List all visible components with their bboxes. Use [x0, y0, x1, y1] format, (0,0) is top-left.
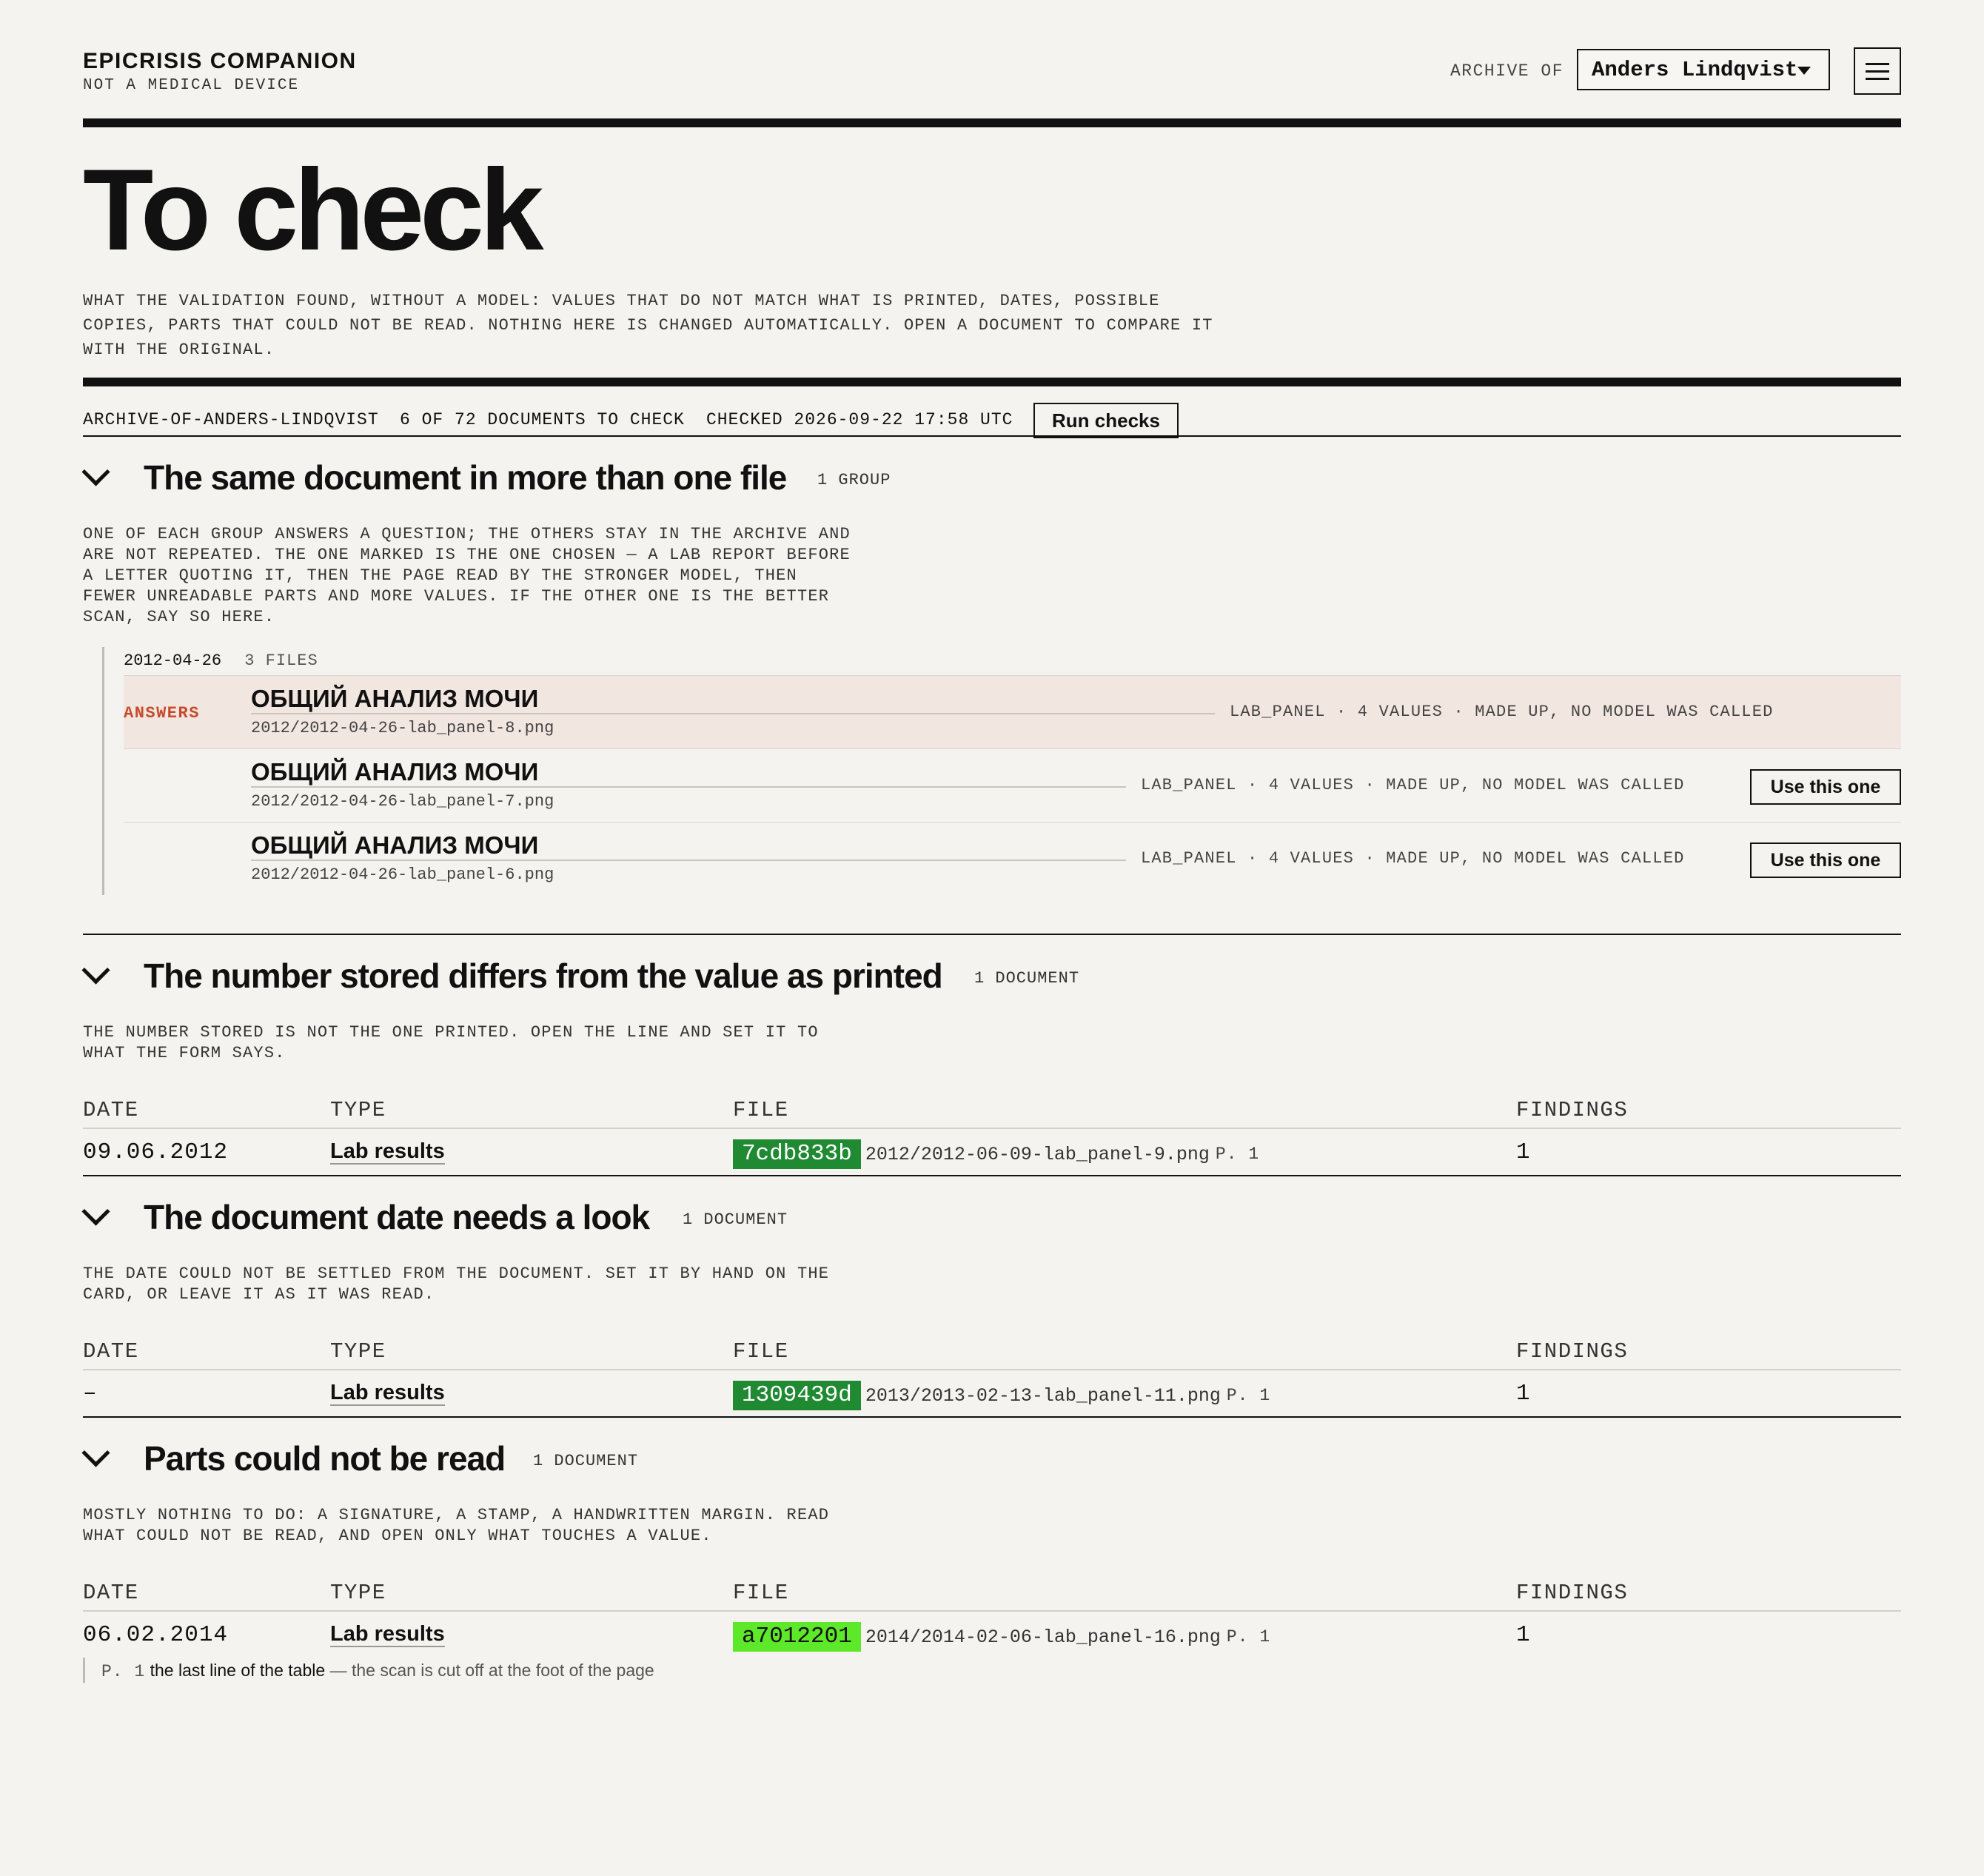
hamburger-icon-bar [1866, 70, 1889, 73]
file-path[interactable]: 2013/2013-02-13-lab_panel-11.png [865, 1384, 1221, 1407]
duplicate-row [124, 748, 1901, 822]
section-description: THE NUMBER STORED IS NOT THE ONE PRINTED. OPEN THE LINE AND SET IT TO WHAT THE FORM SAYS. [83, 1023, 819, 1062]
chevron-down-icon[interactable] [81, 458, 110, 486]
file-hash[interactable]: a7012201 [733, 1622, 861, 1652]
section-value-mismatch [83, 935, 1901, 1175]
duplicate-group [102, 647, 1901, 895]
file-page: P. 1 [1215, 1145, 1260, 1164]
hamburger-icon-bar [1866, 78, 1889, 80]
section-count: 1 DOCUMENT [683, 1210, 788, 1229]
row-file [733, 1622, 1270, 1652]
row-findings: 1 [1516, 1139, 1530, 1165]
last-checked: CHECKED 2026-09-22 17:58 UTC [706, 410, 1013, 429]
answers-tag: ANSWERS [124, 704, 200, 723]
title-rule [251, 860, 1126, 861]
group-head [124, 647, 1901, 675]
person-select[interactable] [1577, 49, 1830, 90]
row-date: – [83, 1381, 98, 1407]
documents-to-check: 6 OF 72 DOCUMENTS TO CHECK [400, 410, 685, 429]
file-page: P. 1 [1226, 1386, 1271, 1405]
run-checks-button[interactable]: Run checks [1033, 403, 1179, 438]
chevron-down-icon[interactable] [81, 1438, 110, 1467]
menu-button[interactable] [1854, 47, 1901, 95]
column-findings: FINDINGS [1516, 1098, 1629, 1122]
file-path[interactable]: 2014/2014-02-06-lab_panel-16.png [865, 1626, 1221, 1648]
status-rule [83, 378, 1901, 386]
row-findings: 1 [1516, 1381, 1530, 1407]
column-date: DATE [83, 1581, 139, 1605]
column-date: DATE [83, 1339, 139, 1364]
section-title: Parts could not be read [144, 1439, 506, 1478]
document-meta: LAB_PANEL · 4 VALUES · MADE UP, NO MODEL WAS CALLED [1141, 849, 1685, 868]
table-row[interactable] [83, 1370, 1901, 1416]
row-type-link[interactable]: Lab results [330, 1381, 445, 1404]
group-file-count: 3 FILES [244, 651, 318, 670]
section-title: The number stored differs from the value as printed [144, 957, 942, 995]
document-title: ОБЩИЙ АНАЛИЗ МОЧИ [251, 758, 539, 785]
row-file [733, 1381, 1270, 1410]
section-date-check [83, 1176, 1901, 1416]
section-title: The document date needs a look [144, 1198, 650, 1236]
caret-down-icon [1797, 67, 1811, 75]
document-table [83, 1578, 1901, 1683]
row-type-link[interactable]: Lab results [330, 1622, 445, 1646]
table-header [83, 1095, 1901, 1129]
archive-id: ARCHIVE-OF-ANDERS-LINDQVIST [83, 410, 379, 429]
section-title: The same document in more than one file [144, 458, 787, 497]
column-findings: FINDINGS [1516, 1581, 1629, 1605]
column-date: DATE [83, 1098, 139, 1122]
duplicate-row-chosen[interactable] [124, 675, 1901, 748]
unreadable-note [83, 1658, 1901, 1683]
document-table [83, 1336, 1901, 1416]
use-this-one-button[interactable]: Use this one [1750, 769, 1901, 805]
use-this-one-button[interactable]: Use this one [1750, 842, 1901, 878]
section-unreadable [83, 1418, 1901, 1683]
column-file: FILE [733, 1098, 789, 1122]
group-date: 2012-04-26 [124, 651, 222, 670]
document-meta: LAB_PANEL · 4 VALUES · MADE UP, NO MODEL WAS CALLED [1141, 776, 1685, 794]
document-meta: LAB_PANEL · 4 VALUES · MADE UP, NO MODEL WAS CALLED [1230, 703, 1774, 721]
document-title: ОБЩИЙ АНАЛИЗ МОЧИ [251, 831, 539, 859]
column-type: TYPE [330, 1098, 386, 1122]
column-type: TYPE [330, 1339, 386, 1364]
column-file: FILE [733, 1339, 789, 1364]
document-title: ОБЩИЙ АНАЛИЗ МОЧИ [251, 685, 539, 712]
note-what: the last line of the table [150, 1661, 326, 1680]
table-row[interactable] [83, 1612, 1901, 1658]
page [83, 0, 1901, 1683]
row-findings: 1 [1516, 1622, 1530, 1648]
row-file [733, 1139, 1259, 1169]
hamburger-icon-bar [1866, 63, 1889, 65]
header-rule [83, 118, 1901, 127]
file-page: P. 1 [1226, 1627, 1271, 1646]
section-description: ONE OF EACH GROUP ANSWERS A QUESTION; THE OTHERS STAY IN THE ARCHIVE AND ARE NOT REPEATED. THE ONE MARKED IS THE ONE CHOSEN — A LAB REPORT BEFORE A LETTER QUOTING IT, THEN THE PAGE READ BY THE STRONGER MODEL, THEN FEWER UNREADABLE PARTS AND MORE VALUES. IF THE OTHER ONE IS THE BETTER SCAN, SAY SO HERE. [83, 525, 851, 626]
row-type-link[interactable]: Lab results [330, 1139, 445, 1163]
section-description: THE DATE COULD NOT BE SETTLED FROM THE DOCUMENT. SET IT BY HAND ON THE CARD, OR LEAVE IT AS IT WAS READ. [83, 1264, 830, 1304]
page-intro: WHAT THE VALIDATION FOUND, WITHOUT A MODEL: VALUES THAT DO NOT MATCH WHAT IS PRINTED, DATES, POSSIBLE COPIES, PARTS THAT COULD NOT BE READ. NOTHING HERE IS CHANGED AUTOMATICALLY. OPEN A DOCUMENT TO COMPARE IT WITH THE ORIGINAL. [83, 292, 1213, 359]
column-findings: FINDINGS [1516, 1339, 1629, 1364]
row-date: 09.06.2012 [83, 1139, 229, 1165]
section-count: 1 DOCUMENT [974, 969, 1080, 988]
row-date: 06.02.2014 [83, 1622, 229, 1648]
note-page: P. 1 [101, 1662, 146, 1681]
note-why: — the scan is cut off at the foot of the page [329, 1661, 654, 1680]
title-rule [251, 713, 1215, 714]
file-path[interactable]: 2012/2012-06-09-lab_panel-9.png [865, 1143, 1210, 1165]
document-file: 2012/2012-04-26-lab_panel-8.png [251, 719, 554, 737]
section-count: 1 DOCUMENT [533, 1452, 639, 1470]
file-hash[interactable]: 1309439d [733, 1381, 861, 1410]
archive-label: ARCHIVE OF [1450, 61, 1564, 81]
brand-disclaimer: NOT A MEDICAL DEVICE [83, 77, 300, 94]
chevron-down-icon[interactable] [81, 1197, 110, 1225]
person-select-value: Anders Lindqvist [1592, 57, 1798, 82]
document-file: 2012/2012-04-26-lab_panel-7.png [251, 792, 554, 811]
duplicate-row [124, 822, 1901, 895]
column-type: TYPE [330, 1581, 386, 1605]
document-file: 2012/2012-04-26-lab_panel-6.png [251, 865, 554, 884]
table-header [83, 1336, 1901, 1370]
file-hash[interactable]: 7cdb833b [733, 1139, 861, 1169]
section-count: 1 GROUP [817, 471, 891, 489]
brand-title: EPICRISIS COMPANION [83, 49, 357, 73]
table-header [83, 1578, 1901, 1612]
column-file: FILE [733, 1581, 789, 1605]
title-rule [251, 786, 1126, 788]
chevron-down-icon[interactable] [81, 956, 110, 984]
section-duplicates [83, 437, 1901, 895]
top-bar [83, 0, 1901, 118]
document-table [83, 1095, 1901, 1175]
page-title: To check [83, 146, 540, 275]
section-description: MOSTLY NOTHING TO DO: A SIGNATURE, A STAMP, A HANDWRITTEN MARGIN. READ WHAT COULD NOT BE READ, AND OPEN ONLY WHAT TOUCHES A VALUE. [83, 1506, 830, 1545]
table-row[interactable] [83, 1129, 1901, 1175]
